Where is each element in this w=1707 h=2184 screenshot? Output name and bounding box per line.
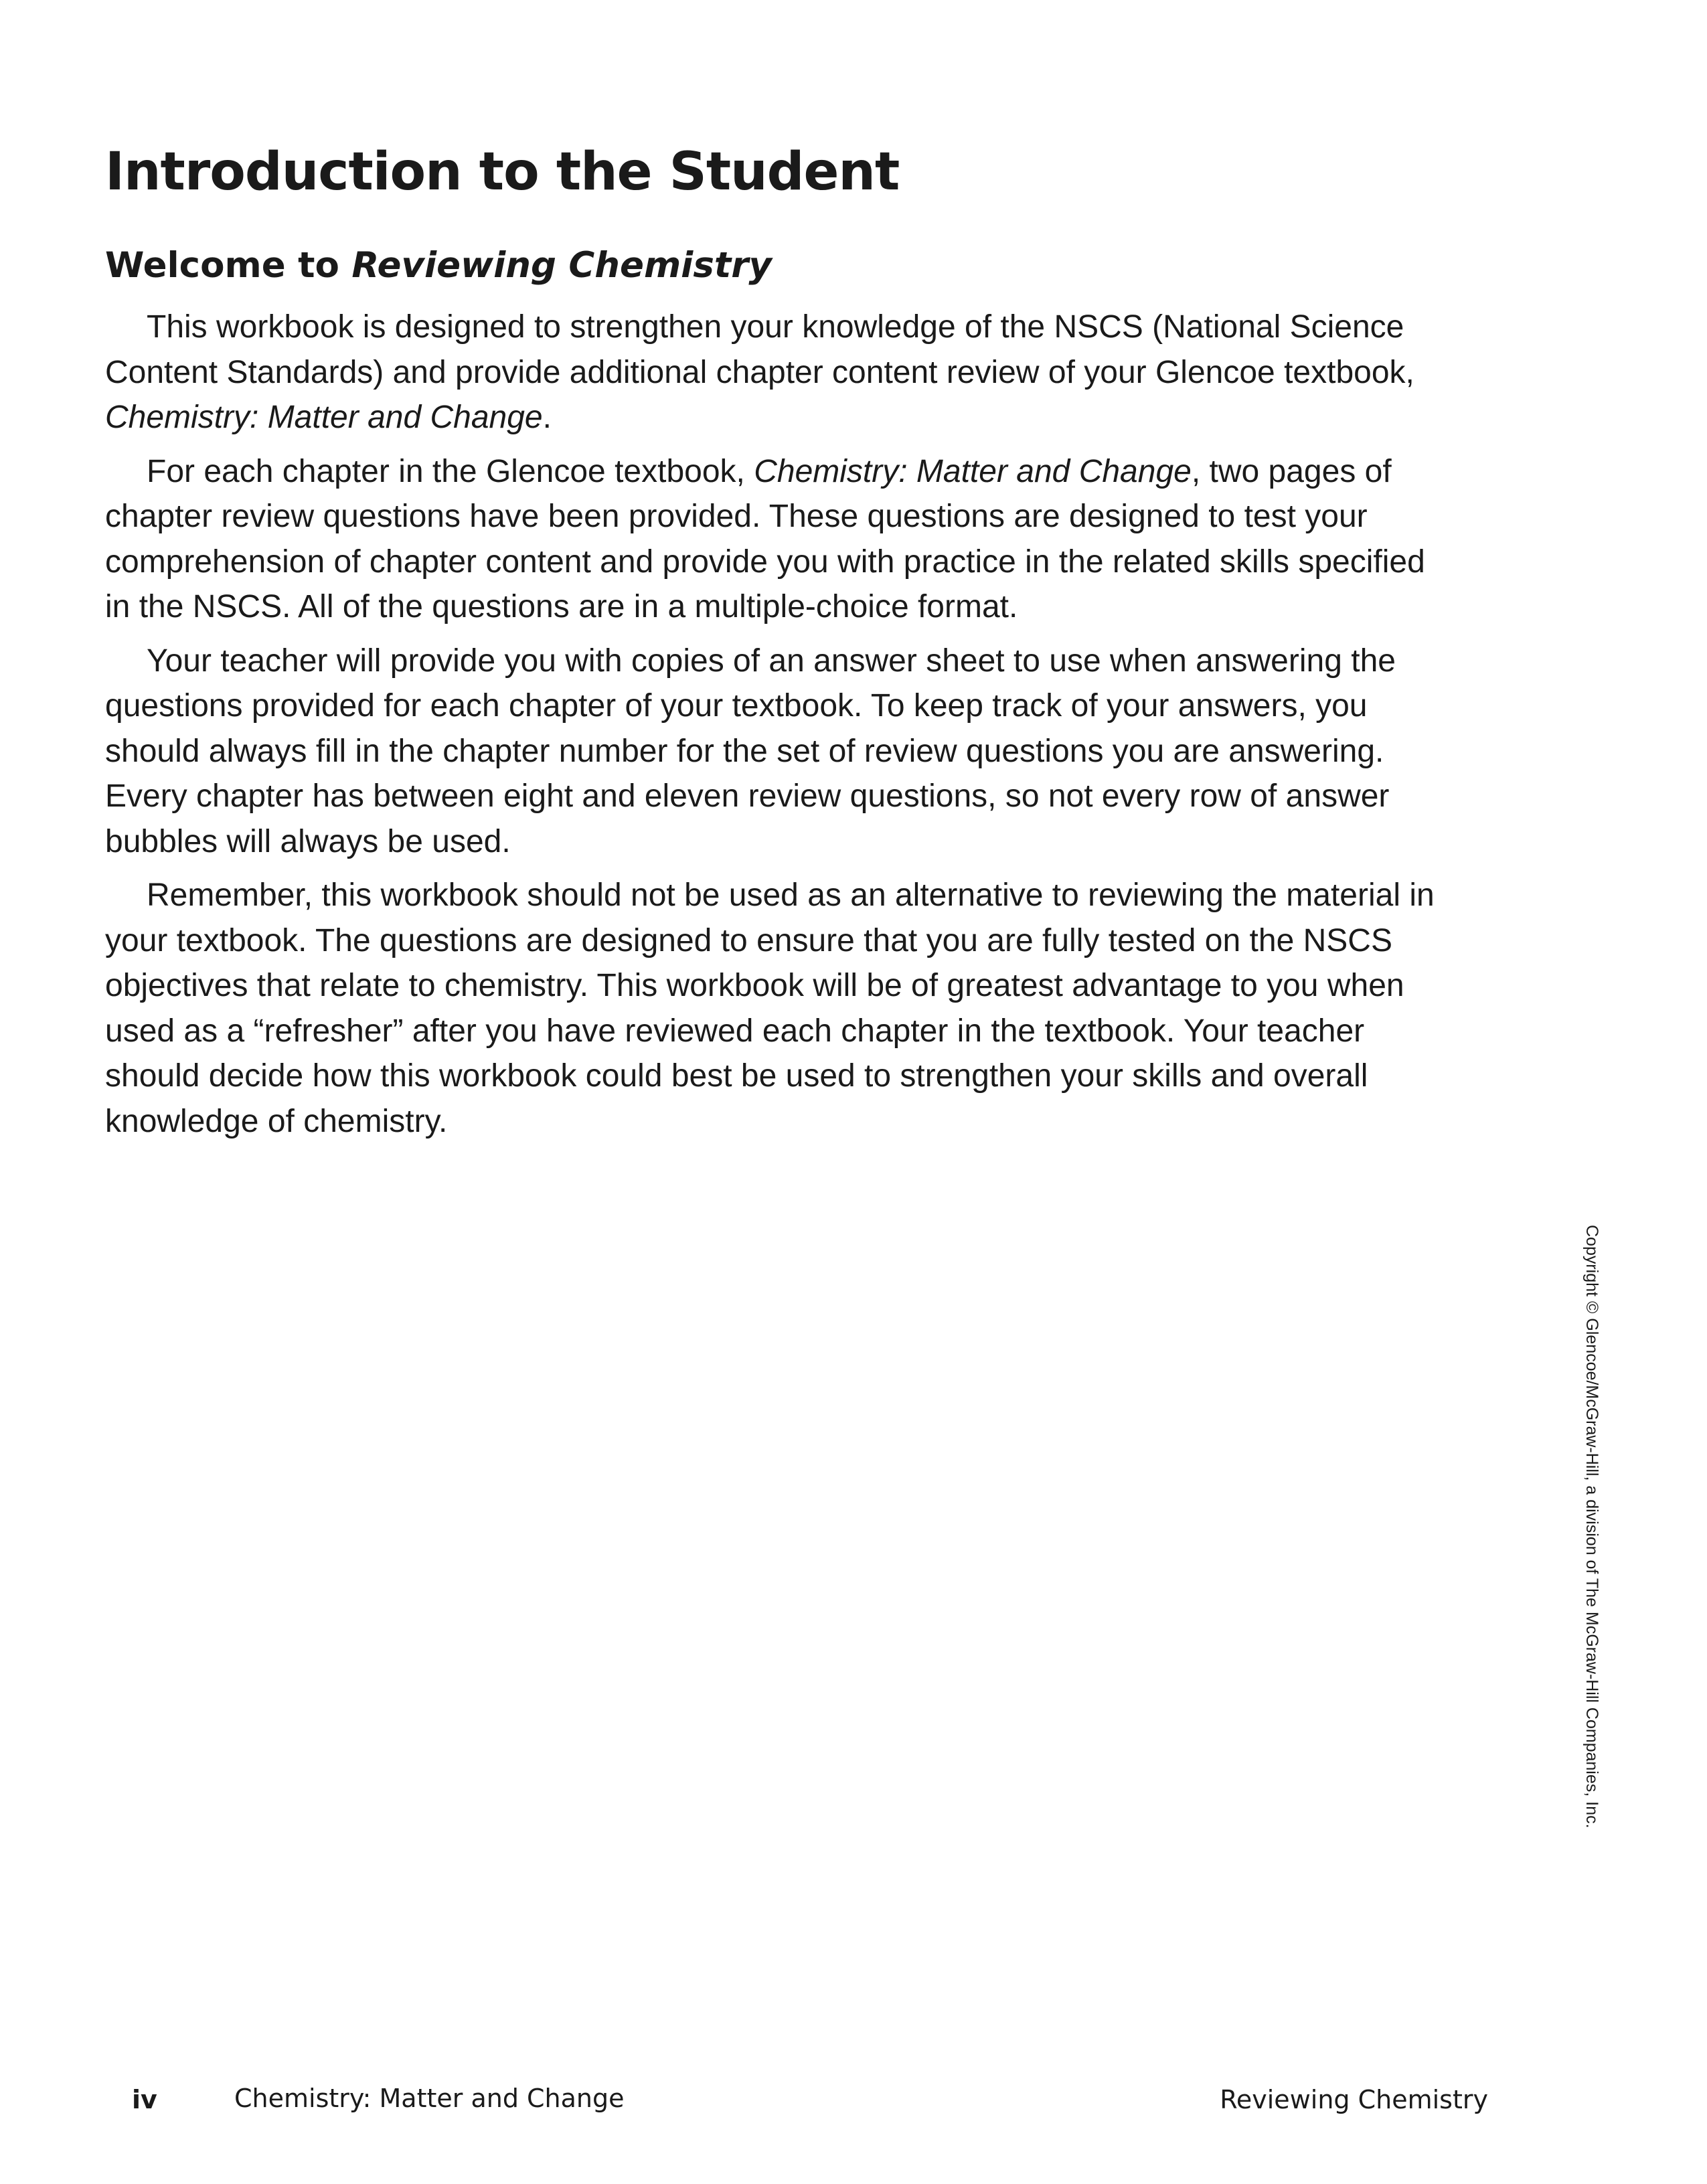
paragraph-run: For each chapter in the Glencoe textbook, <box>147 453 754 489</box>
section-heading-prefix: Welcome to <box>105 245 352 286</box>
paragraph-run: . <box>542 400 552 435</box>
paragraph-run: Your teacher will provide you with copies of an answer sheet to use when answering the questions provided for each chapter of your textbook. To keep track of your answers, you should always fill in the chapter number for the set of review questions you are answering. Every chapter has between eight and eleven review questions, so not every row of answer bubbles will always be used. <box>105 643 1396 859</box>
paragraph-3 <box>105 639 1451 865</box>
paragraph-run: , two pages of chapter review questions have been provided. These questions are designed to test your comprehension of chapter content and provide you with practice in the related skills specified in the NSCS. All of the questions are in a multiple-choice format. <box>105 453 1425 624</box>
section-heading <box>105 245 772 286</box>
textbook-title: Chemistry: Matter and Change <box>105 400 543 435</box>
paragraph-run: Remember, this workbook should not be used as an alternative to reviewing the material in your textbook. The questions are designed to ensure that you are fully tested on the NSCS objectives that relate to chemistry. This workbook will be of greatest advantage to you when used as a “refresher” after you have reviewed each chapter in the textbook. Your teacher should decide how this workbook could best be used to strengthen your skills and overall knowledge of chemistry. <box>105 877 1435 1139</box>
footer-book-title: Chemistry: Matter and Change <box>234 2084 625 2113</box>
body-text <box>105 305 1451 1153</box>
textbook-title: Chemistry: Matter and Change <box>754 453 1192 489</box>
paragraph-4 <box>105 873 1451 1144</box>
paragraph-2 <box>105 449 1451 630</box>
paragraph-1 <box>105 305 1451 440</box>
footer-page-number: iv <box>132 2085 157 2114</box>
footer-workbook-title: Reviewing Chemistry <box>1220 2085 1488 2114</box>
copyright-notice: Copyright © Glencoe/McGraw-Hill, a division of The McGraw-Hill Companies, Inc. <box>1582 1225 1601 1829</box>
paragraph-run: This workbook is designed to strengthen your knowledge of the NSCS (National Science Content Standards) and provide additional chapter content review of your Glencoe textbook, <box>105 309 1414 390</box>
page-title: Introduction to the Student <box>105 142 900 202</box>
section-heading-emphasis: Reviewing Chemistry <box>351 245 772 286</box>
